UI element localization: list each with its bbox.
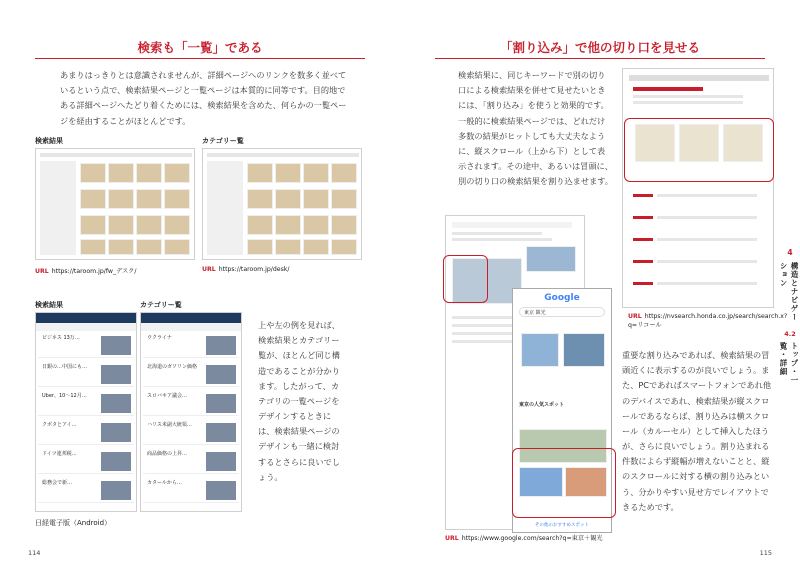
news-list-item[interactable] — [38, 333, 134, 358]
news-headline: クボタとアイ… — [42, 422, 77, 428]
google-desktop-highlight — [443, 255, 488, 303]
news-list-item[interactable] — [38, 362, 134, 387]
mobile-search-screenshot — [35, 312, 137, 512]
fig-caption-mobile-category: カテゴリー覧 — [140, 301, 182, 309]
fig-caption-category: カテゴリー覧 — [202, 137, 244, 145]
intro-paragraph: あまりはっきりとは意識されませんが、詳細ページへのリンクを数多く並べているという点で、検索結果ページと一覧ページは本質的に同等です。目的地である詳細ページへたどり着くためには、検索結果を含めた、何らかの一覧ページを経由することがほとんどです。 — [60, 70, 347, 126]
news-list-item[interactable] — [38, 420, 134, 445]
news-thumbnail — [101, 365, 131, 384]
search-results-screenshot — [35, 148, 195, 260]
url-label: URL — [445, 535, 459, 542]
url-label: URL — [35, 268, 49, 275]
news-list-item[interactable] — [143, 449, 239, 474]
page-number: 115 — [759, 549, 772, 557]
news-list-item[interactable] — [38, 449, 134, 474]
right-page — [400, 0, 800, 567]
news-thumbnail — [206, 481, 236, 500]
news-list-item[interactable] — [143, 391, 239, 416]
url-text: https://www.google.com/search?q=東京＋観光 — [461, 535, 603, 542]
url-search[interactable] — [35, 266, 136, 275]
more-spots-link[interactable]: その他のおすすめスポット — [534, 523, 590, 528]
news-headline: 総務会で新… — [42, 480, 73, 486]
google-carousel-highlight — [512, 448, 616, 518]
mobile-caption: 日経電子版（Android） — [35, 519, 112, 527]
url-honda[interactable] — [628, 313, 788, 330]
news-thumbnail — [206, 452, 236, 471]
google-logo: Google — [544, 293, 580, 303]
news-headline: Uber、10〜12月… — [42, 393, 87, 399]
url-text: https://nvsearch.honda.co.jp/search/search.x?q=リコール — [628, 313, 788, 329]
chapter-title: 構造とナビゲーション — [779, 262, 799, 322]
google-search-input[interactable]: 東京 観光 — [519, 307, 605, 317]
news-headline: 北海道のガソリン価格 — [147, 364, 198, 370]
left-page-title: 検索も「一覧」である — [137, 40, 263, 55]
news-thumbnail — [206, 365, 236, 384]
news-list-item[interactable] — [143, 478, 239, 503]
news-headline: ウクライナ — [147, 335, 172, 341]
right-page-title: 「割り込み」で他の切り口を見せる — [499, 40, 700, 55]
honda-interrupt-highlight — [624, 118, 774, 182]
url-text: https://taroom.jp/fw_デスク/ — [51, 268, 137, 275]
url-category[interactable] — [202, 266, 289, 273]
second-paragraph: 重要な割り込みであれば、検索結果の冒頭近くに表示するのが良いでしょう。また、PCであればスマートフォンであれ他のデバイスであれ、検索結果が縦スクロールであるならば、割り込みは横スクロール（カルーセル）として挿入したほうが、さらに良いでしょう。割り込まれる件数によらず縦幅が増えないことと、縦のスクロールに対する横の割り込みという、分かりやすい見せ方でレイアウトできるためです。 — [622, 350, 772, 512]
news-thumbnail — [101, 452, 131, 471]
url-google[interactable] — [445, 533, 603, 542]
title-rule — [435, 58, 765, 59]
fig-caption-search: 検索結果 — [35, 137, 63, 145]
url-label: URL — [628, 313, 642, 320]
fig-caption-mobile-search: 検索結果 — [35, 301, 63, 309]
page-number: 114 — [28, 549, 41, 557]
section-number: 4.2 — [784, 330, 796, 338]
chapter-number: 4 — [787, 248, 793, 257]
url-label: URL — [202, 266, 216, 273]
title-rule — [35, 58, 365, 59]
news-thumbnail — [206, 336, 236, 355]
news-thumbnail — [206, 423, 236, 442]
news-thumbnail — [101, 423, 131, 442]
news-list-item[interactable] — [38, 478, 134, 503]
category-list-screenshot — [202, 148, 362, 260]
intro-paragraph: 検索結果に、同じキーワードで別の切り口による検索結果を併せて見せたいときには、「割り込み」を使うと効果的です。一般的に検索結果ページでは、どれだけ多数の結果がヒットしても大丈夫なように、縦スクロール（上から下）として表示されます。その途中、あるいは冒頭に、別の切り口の検索結果を割り込ませます。 — [458, 70, 613, 187]
news-list-item[interactable] — [143, 420, 239, 445]
news-headline: ドイツ連邦税… — [42, 451, 77, 457]
news-headline: スロバキア議会… — [147, 393, 188, 399]
news-thumbnail — [206, 394, 236, 413]
spots-heading: 東京の人気スポット — [519, 402, 565, 408]
section-title: トップ・一覧・詳細 — [779, 342, 799, 385]
news-thumbnail — [101, 481, 131, 500]
honda-search-screenshot — [622, 68, 774, 308]
news-thumbnail — [101, 394, 131, 413]
url-text: https://taroom.jp/desk/ — [218, 266, 290, 273]
comparison-paragraph: 上や左の例を見れば、検索結果とカテゴリー覧が、ほとんど同じ構造であることが分かります。したがって、カテゴリの一覧ページをデザインするときには、検索結果ページのデザインも一緒に検討するとさらに良いでしょう。 — [258, 320, 340, 482]
news-headline: 商品価格の上昇… — [147, 451, 188, 457]
mobile-category-screenshot — [140, 312, 242, 512]
news-headline: ビジネス 13万… — [42, 335, 80, 341]
news-list-item[interactable] — [143, 333, 239, 358]
news-thumbnail — [101, 336, 131, 355]
news-headline: カタールから… — [147, 480, 182, 486]
news-headline: 日銀の…中国にも… — [42, 364, 88, 370]
news-headline: ハリス米副大統領… — [147, 422, 192, 428]
news-list-item[interactable] — [38, 391, 134, 416]
news-list-item[interactable] — [143, 362, 239, 387]
